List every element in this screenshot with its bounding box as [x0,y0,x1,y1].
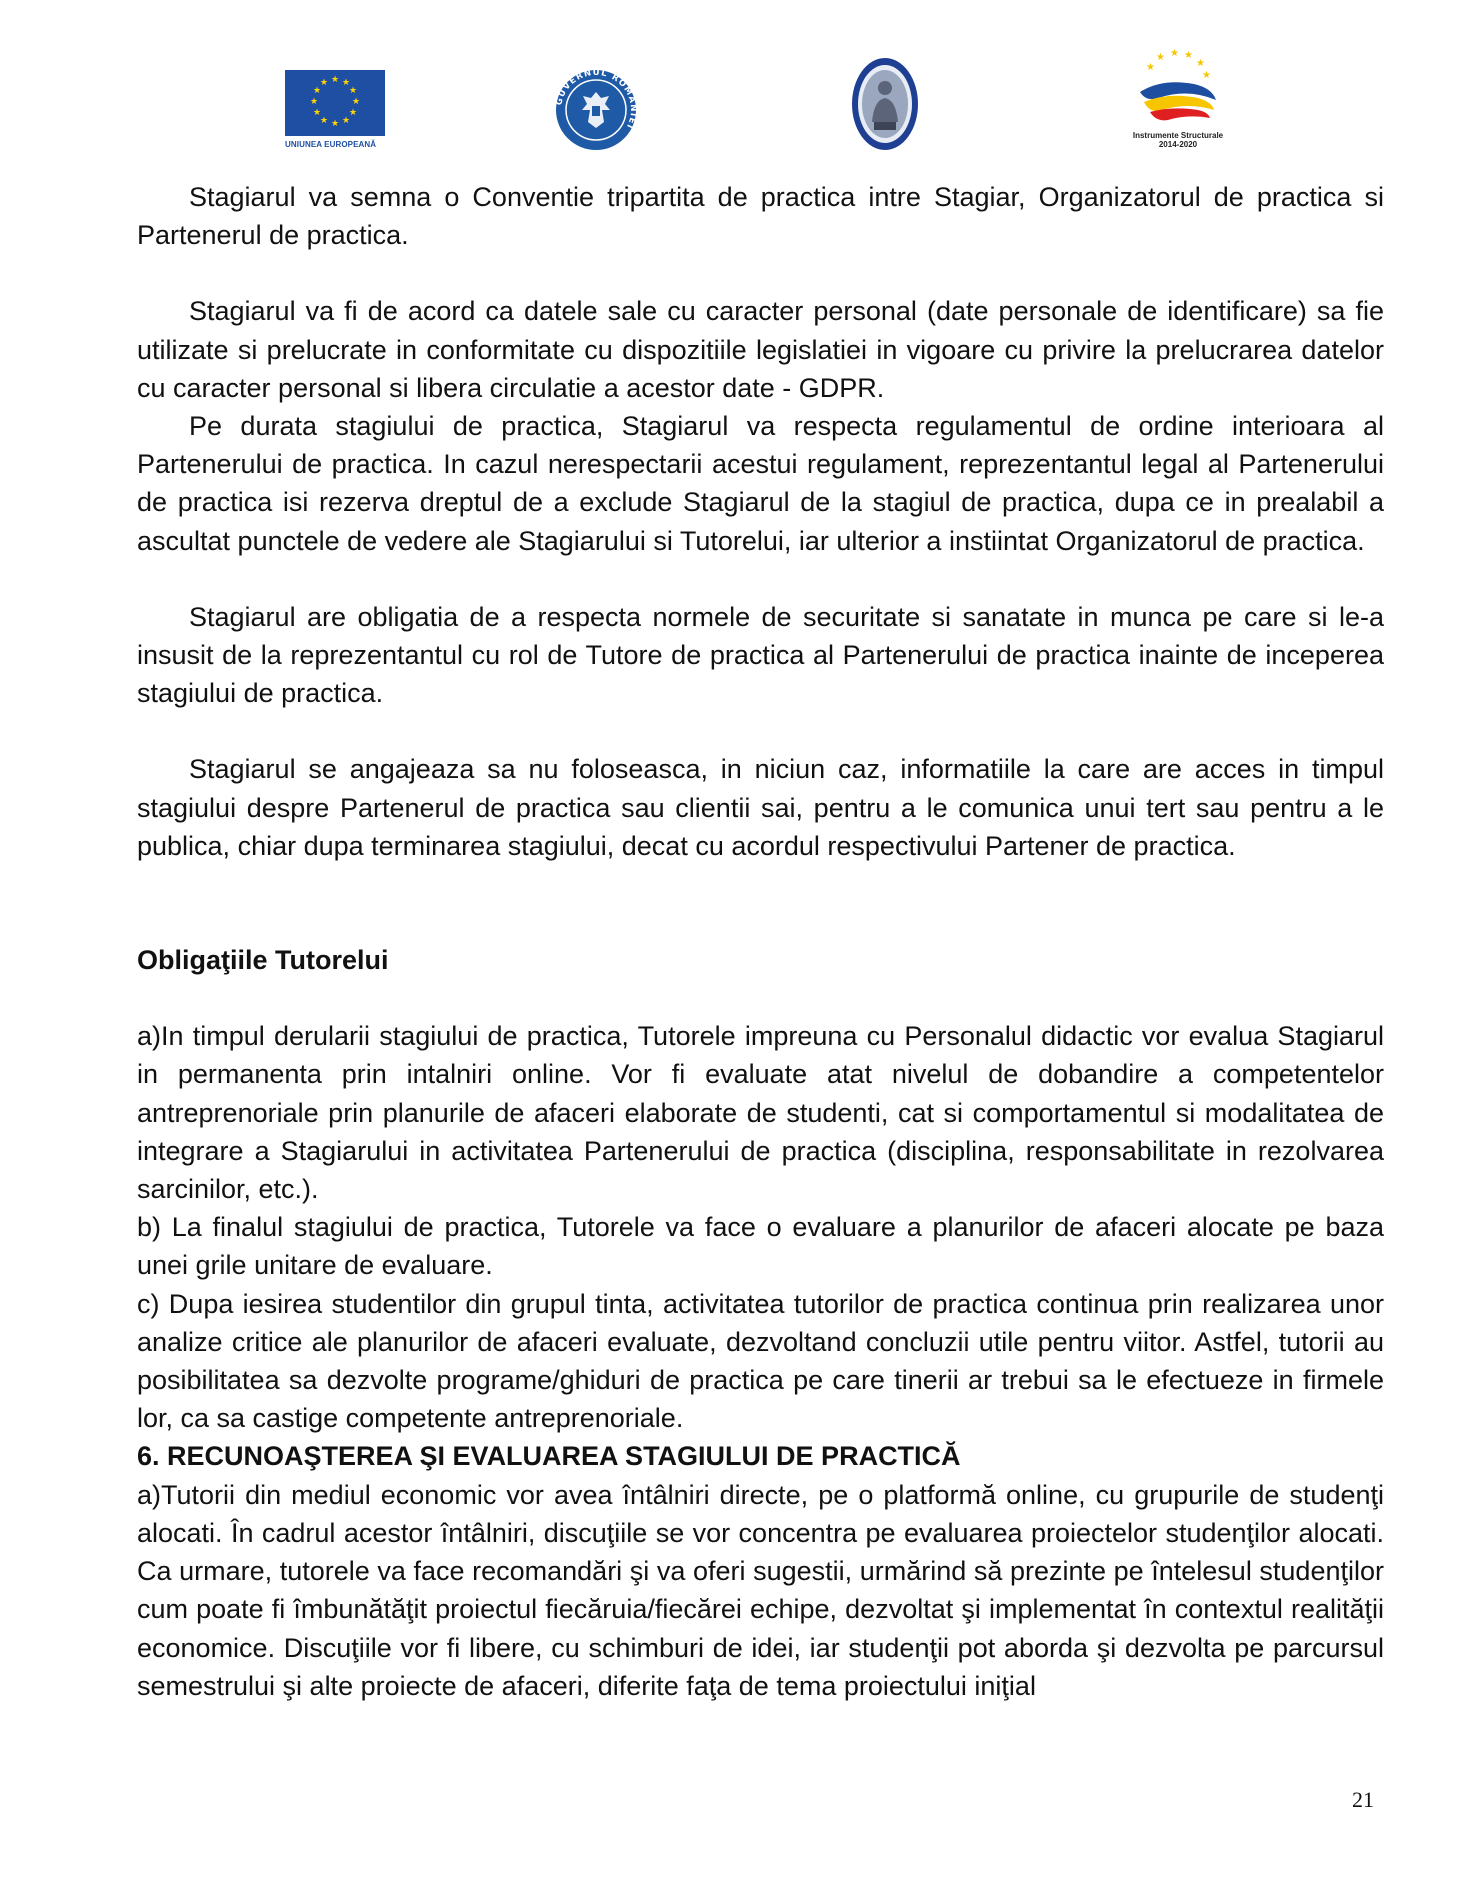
svg-text:★: ★ [1202,70,1211,81]
svg-text:★: ★ [1170,48,1179,59]
document-body [137,178,1384,1705]
government-seal-logo [554,68,638,152]
university-crest-icon [850,56,920,152]
paragraph-regulations: Pe durata stagiului de practica, Stagiarul va respecta regulamentul de ordine interioara al Partenerului de practica. In cazul nerespectarii acestui regulament, reprezentantul legal al Partenerului de practica isi rezerva dreptul de a exclude Stagiarul de la stagiul de practica, dupa ce in prealabil a ascultat punctele de vedere ale Stagiarului si Tutorelui, iar ulterior a instiintat Organizatorul de practica. [137,411,1384,556]
paragraph-confidentiality: Stagiarul se angajeaza sa nu foloseasca, in niciun caz, informatiile la care are acces in timpul stagiului despre Partenerul de practica sau clientii sai, pentru a le comunica unui tert sau pentru a le publica, chiar dupa terminarea stagiului, decat cu acordul respectivului Partener de practica. [137,754,1384,861]
section-heading-tutor: Obligaţiile Tutorelui [137,945,389,976]
eu-caption: UNIUNEA EUROPEANĂ [285,140,377,149]
paragraph-convention: Stagiarul va semna o Conventie tripartita de practica intre Stagiar, Organizatorul de practica si Partenerul de practica. [137,182,1384,251]
page-number: 21 [1352,1787,1374,1812]
structural-instruments-icon [1118,48,1238,126]
is-caption-title: Instrumente Structurale [1132,131,1224,140]
svg-text:★: ★ [1146,62,1155,73]
tutor-item-b: b) La finalul stagiului de practica, Tutorele va face o evaluare a planurilor de afaceri alocate pe baza unei grile unitare de evaluare. [137,1212,1384,1281]
paragraph-safety: Stagiarul are obligatia de a respecta normele de securitate si sanatate in munca pe care si le-a insusit de la reprezentantul cu rol de Tutore de practica al Partenerului de practica inainte de inceperea stagiului de practica. [137,601,1384,709]
is-caption-years: 2014-2020 [1158,140,1198,149]
section-6-item-a: a)Tutorii din mediul economic vor avea întâlniri directe, pe o platformă online, cu grupurile de studenţi alocati. În cadrul acestor întâlniri, discuţiile se vor concentra pe evaluarea proiectelor studenţilor alocati. Ca urmare, tutorele va face recomandări şi va oferi sugestii, urmărind să prezinte pe întelesul studenţilor cum poate fi îmbunătăţit proiectul fiecăruia/fiecărei echipe, dezvoltat şi implementat în contextul realităţii economice. Discuţiile vor fi libere, cu schimburi de idei, iar studenţii pot aborda şi dezvolta pe parcursul semestrului şi alte proiecte de afaceri, diferite faţa de tema proiectului iniţial [137,1479,1384,1701]
svg-text:★: ★ [1156,52,1165,63]
section-heading-6: 6. RECUNOAŞTEREA ŞI EVALUAREA STAGIULUI DE PRACTICĂ [137,1441,961,1472]
svg-text:★: ★ [1196,58,1205,69]
structural-instruments-logo [1118,48,1238,154]
government-seal-icon [554,68,638,152]
tutor-item-c: c) Dupa iesirea studentilor din grupul tinta, activitatea tutorilor de practica continua prin realizarea unor analize critice ale planurilor de afaceri evaluate, dezvoltand concluzii utile pentru viitor. Astfel, tutorii au posibilitatea sa dezvolte programe/ghiduri de practica pe care tinerii ar trebui sa le efectueze in firmele lor, ca sa castige competente antreprenoriale. [137,1288,1384,1434]
eu-logo [285,70,391,158]
tutor-item-a: a)In timpul derularii stagiului de practica, Tutorele impreuna cu Personalul didactic vor evalua Stagiarul in permanenta prin intalniri online. Vor fi evaluate atat nivelul de dobandire a competentelor antreprenoriale prin planurile de afaceri elaborate de studenti, cat si comportamentul si modalitatea de integrare a Stagiarului in activitatea Partenerului de practica (disciplina, responsabilitate in rezolvarea sarcinilor, etc.). [137,1021,1384,1205]
paragraph-gdpr: Stagiarul va fi de acord ca datele sale cu caracter personal (date personale de identificare) sa fie utilizate si prelucrate in conformitate cu dispozitiile legislatiei in vigoare cu privire la prelucrarea datelor cu caracter personal si libera circulatie a acestor date - GDPR. [137,296,1384,403]
gov-ring-text: GUVERNUL ROMÂNIEI [554,68,638,131]
university-crest-logo [850,56,920,152]
svg-text:★: ★ [1184,50,1193,61]
eu-flag-icon: ★ ★ ★ ★ ★ ★ ★ ★ ★ ★ ★ ★ [285,70,385,136]
